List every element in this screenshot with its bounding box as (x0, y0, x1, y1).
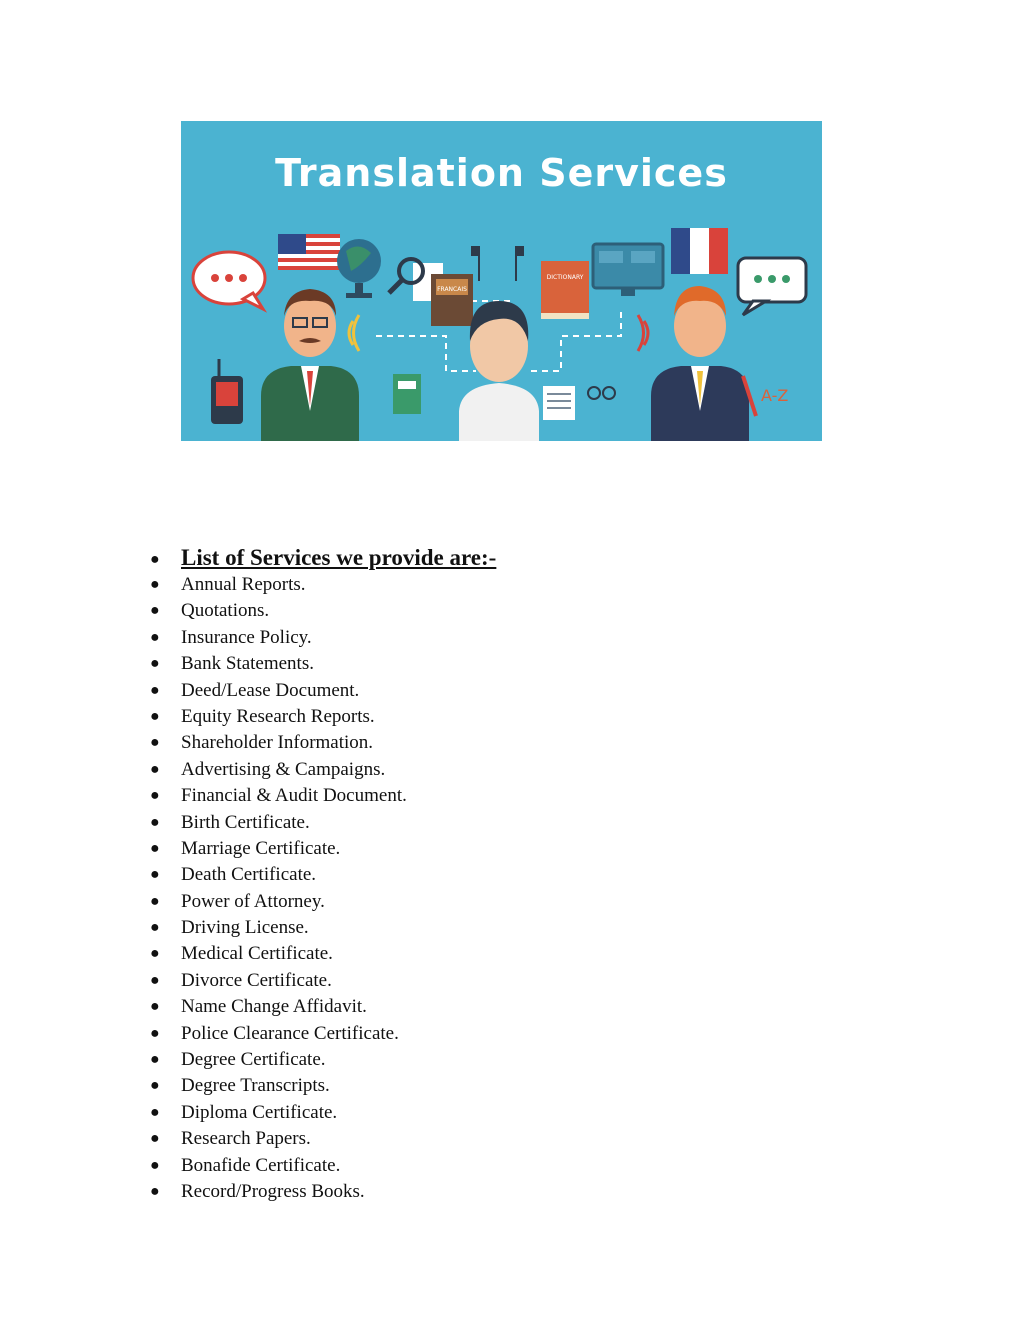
service-item-text: Deed/Lease Document. (181, 679, 360, 701)
list-item (150, 1073, 496, 1099)
service-item-text: Divorce Certificate. (181, 969, 332, 991)
service-item-text: Marriage Certificate. (181, 837, 341, 859)
bullet-icon: ● (150, 628, 160, 646)
sound-wave-icon (349, 315, 359, 351)
bullet-icon: ● (150, 1024, 160, 1042)
service-item-text: Driving License. (181, 917, 309, 939)
service-item-text: Insurance Policy. (181, 626, 312, 648)
flag-poles-icon (471, 246, 524, 281)
bullet-icon: ● (150, 551, 160, 568)
services-list (150, 543, 496, 1205)
list-item (150, 704, 496, 730)
az-label: A-Z (761, 386, 789, 405)
dictionary-icon (541, 261, 589, 319)
list-item (150, 915, 496, 941)
list-item (150, 889, 496, 915)
services-heading (150, 543, 496, 573)
list-item (150, 625, 496, 651)
list-item (150, 810, 496, 836)
service-item-text: Birth Certificate. (181, 811, 310, 833)
globe-icon (337, 239, 381, 298)
service-item-text: Equity Research Reports. (181, 705, 375, 727)
service-item-text: Medical Certificate. (181, 943, 333, 965)
list-item (150, 678, 496, 704)
bullet-icon: ● (150, 1051, 160, 1069)
bullet-icon: ● (150, 734, 160, 752)
bullet-icon: ● (150, 866, 160, 884)
computer-monitor-icon (593, 244, 663, 296)
list-item (150, 783, 496, 809)
bullet-icon: ● (150, 839, 160, 857)
bullet-icon: ● (150, 655, 160, 673)
mobile-phone-icon (211, 359, 243, 424)
book-label: FRANCAIS (437, 286, 467, 293)
list-item (150, 968, 496, 994)
france-flag-icon (671, 228, 728, 274)
service-item-text: Record/Progress Books. (181, 1180, 365, 1202)
service-item-text: Diploma Certificate. (181, 1101, 338, 1123)
list-item (150, 572, 496, 598)
service-item-text: Research Papers. (181, 1128, 311, 1150)
dictionary-label: DICTIONARY (546, 274, 584, 281)
person-icon (651, 286, 749, 441)
banner-title: Translation Services (275, 151, 728, 195)
list-item (150, 1126, 496, 1152)
service-item-text: Name Change Affidavit. (181, 996, 367, 1018)
service-item-text: Quotations. (181, 600, 270, 622)
list-item (150, 757, 496, 783)
list-item (150, 1153, 496, 1179)
bullet-icon: ● (150, 813, 160, 831)
bullet-icon: ● (150, 707, 160, 725)
service-item-text: Annual Reports. (181, 574, 306, 595)
list-item (150, 1100, 496, 1126)
book-icon (431, 274, 473, 326)
service-item-text: Death Certificate. (181, 864, 317, 886)
person-icon (261, 289, 359, 441)
bullet-icon: ● (150, 971, 160, 989)
glasses-icon (588, 387, 615, 399)
list-item (150, 730, 496, 756)
list-item (150, 1047, 496, 1073)
bullet-icon: ● (150, 1103, 160, 1121)
bullet-icon: ● (150, 919, 160, 937)
services-heading-text: List of Services we provide are:- (181, 545, 497, 570)
list-item (150, 836, 496, 862)
bullet-icon: ● (150, 602, 160, 620)
speech-bubble-icon (738, 258, 806, 315)
list-item (150, 862, 496, 888)
bullet-icon: ● (150, 892, 160, 910)
bullet-icon: ● (150, 945, 160, 963)
document-icon (543, 386, 575, 420)
document-icon (393, 374, 421, 414)
service-item-text: Degree Transcripts. (181, 1075, 330, 1097)
bullet-icon: ● (150, 1156, 160, 1174)
service-item-text: Degree Certificate. (181, 1049, 326, 1071)
bullet-icon: ● (150, 681, 160, 699)
bullet-icon: ● (150, 1130, 160, 1148)
speech-bubble-icon (193, 252, 265, 309)
pencil-icon (743, 376, 788, 416)
list-item (150, 1021, 496, 1047)
sound-wave-icon (638, 315, 648, 351)
service-item-text: Police Clearance Certificate. (181, 1022, 399, 1044)
bullet-icon: ● (150, 998, 160, 1016)
bullet-icon: ● (150, 576, 160, 593)
list-item (150, 1179, 496, 1205)
service-item-text: Power of Attorney. (181, 890, 325, 912)
bullet-icon: ● (150, 787, 160, 805)
bullet-icon: ● (150, 1182, 160, 1200)
service-item-text: Bank Statements. (181, 653, 314, 675)
bullet-icon: ● (150, 1077, 160, 1095)
translation-services-banner (181, 121, 822, 441)
list-item (150, 598, 496, 624)
bullet-icon: ● (150, 760, 160, 778)
list-item (150, 651, 496, 677)
service-item-text: Financial & Audit Document. (181, 785, 407, 807)
service-item-text: Advertising & Campaigns. (181, 758, 386, 780)
service-item-text: Bonafide Certificate. (181, 1154, 341, 1176)
list-item (150, 994, 496, 1020)
list-item (150, 941, 496, 967)
service-item-text: Shareholder Information. (181, 732, 374, 754)
usa-flag-icon (278, 234, 340, 270)
